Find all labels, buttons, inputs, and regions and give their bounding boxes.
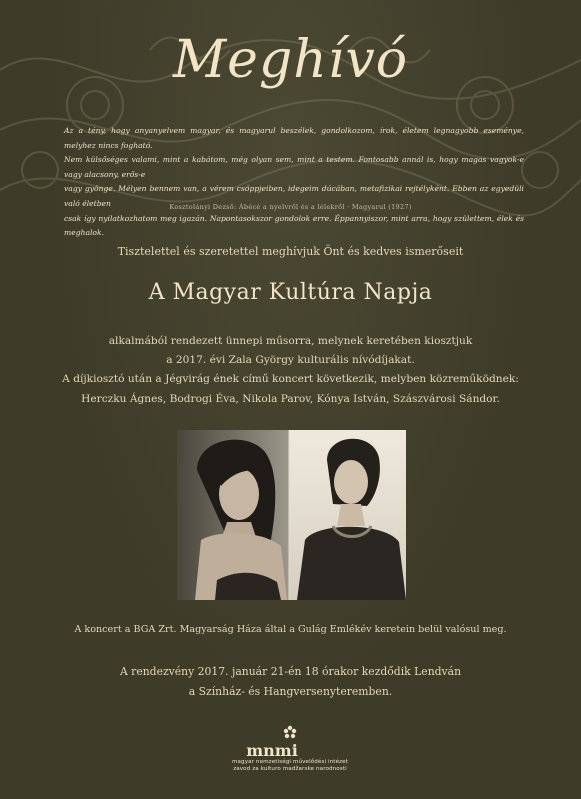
mnmi-logo-mark <box>242 722 312 762</box>
description-line: A díjkiosztó után a Jégvirág ének című koncert következik, melyben közreműködnek: <box>62 373 519 386</box>
page-title: Meghívó <box>172 30 409 90</box>
logo-wordmark: mnmi <box>246 741 298 760</box>
event-details <box>0 662 581 702</box>
performers-photo <box>177 430 406 600</box>
event-details-line: a Színház- és Hangversenyteremben. <box>188 685 393 698</box>
event-description <box>0 332 581 409</box>
logo-caption-line: magyar nemzetiségi művelődési intézet <box>231 759 348 765</box>
quote-text <box>64 124 524 241</box>
quote-line: vagy gyönge. Mélyen bennem van, a vérem csöppjeiben, idegeim dúcában, metafizikai rejtélyként. Ebben az egyedüli való életben <box>64 184 524 208</box>
invitation-line: Tisztelettel és szeretettel meghívjuk Önt és kedves ismerőseit <box>117 245 464 258</box>
event-title: A Magyar Kultúra Napja <box>148 280 433 305</box>
quote-line: csak így nyilatkozhatom meg igazán. Napontasokszor gondolok erre. Éppannyiszor, mint arra, hogy születtem, élek és meghalok. <box>64 213 524 238</box>
concert-note: A koncert a BGA Zrt. Magyarság Háza által a Gulág Emlékév keretein belül valósul meg. <box>74 624 507 635</box>
logo-caption <box>180 759 400 773</box>
event-details-line: A rendezvény 2017. január 21-én 18 órakor kezdődik Lendván <box>119 665 462 678</box>
quote-line: Az a tény, hogy anyanyelvem magyar, és magyarul beszélek, gondolkozom, írok, életem legnagyobb eseménye, melyhez nincs fogható. <box>64 126 524 150</box>
performers-photo-illustration <box>177 430 406 600</box>
description-line: a 2017. évi Zala György kulturális nívódíjakat. <box>166 354 415 367</box>
quote-source: Kosztolányi Dezső: Ábécé a nyelvről és a lélekről · Magyarul (1927) <box>169 203 412 211</box>
mnmi-logo <box>180 722 400 782</box>
quote-line: Nem külsőséges valami, mint a kabátom, még olyan sem, mint a testem. Fontosabb annál is, hogy magas vagyok-e vagy alacsony, erős-e <box>64 155 524 179</box>
description-line: Herczku Ágnes, Bodrogi Éva, Nikola Parov, Kónya István, Szászvárosi Sándor. <box>81 392 500 405</box>
description-line: alkalmából rendezett ünnepi műsorra, melynek keretében kiosztjuk <box>108 335 473 347</box>
logo-caption-line: zavod za kulturo madžarske narodnosti <box>233 766 347 772</box>
